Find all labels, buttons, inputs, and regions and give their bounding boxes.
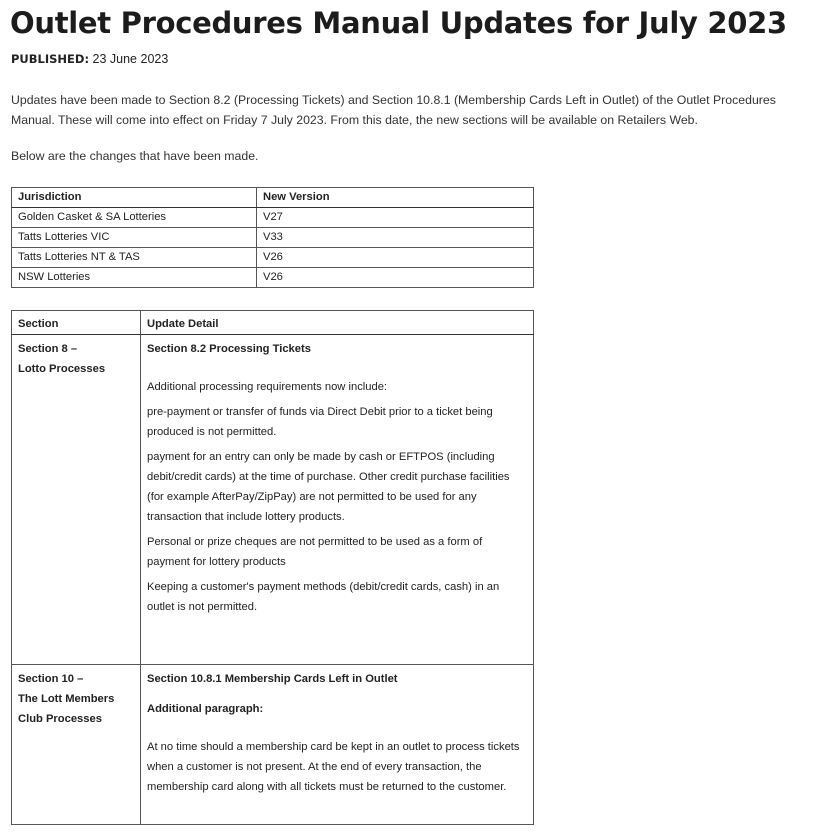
version-cell: V27 [257,208,534,228]
jurisdiction-cell: NSW Lotteries [12,268,257,288]
intro-paragraph: Updates have been made to Section 8.2 (Processing Tickets) and Section 10.8.1 (Membership Cards Left in Outlet) of the Outlet Procedures Manual. These will come into effect on Friday 7 July 2023. From this date, the new sections will be available on Retailers Web. [11,93,776,127]
section-name-line: Section 10 – [18,673,84,685]
changes-intro: Below are the changes that have been made. [11,149,259,163]
table-row [12,335,534,665]
version-cell: V33 [257,228,534,248]
section-name-line: The Lott Members [18,693,115,705]
detail-paragraph: pre-payment or transfer of funds via Direct Debit prior to a ticket being produced is not permitted. [147,406,493,438]
detail-paragraph: payment for an entry can only be made by cash or EFTPOS (including debit/credit cards) at the time of purchase. Other credit purchase facilities (for example AfterPay/ZipPay) are not permitted to be used for any transaction that include lottery products. [147,451,510,523]
update-detail-cell [141,665,534,825]
table-header-row [12,311,534,335]
page-title: Outlet Procedures Manual Updates for July 2023 [10,6,787,40]
detail-title: Section 8.2 Processing Tickets [147,343,311,355]
table-row [12,228,534,248]
section-name-line: Section 8 – [18,343,78,355]
version-cell: V26 [257,248,534,268]
published-line [11,52,168,66]
published-label: PUBLISHED: [11,52,90,66]
table-row [12,208,534,228]
table-row [12,665,534,825]
detail-paragraph: At no time should a membership card be kept in an outlet to process tickets when a customer is not present. At the end of every transaction, the membership card along with all tickets must be returned to the customer. [147,741,520,793]
jurisdiction-table [11,187,534,288]
version-cell: V26 [257,268,534,288]
table-row [12,268,534,288]
table-header-row [12,188,534,208]
jurisdiction-cell: Tatts Lotteries NT & TAS [12,248,257,268]
detail-subtitle: Additional paragraph: [147,703,264,715]
header-new-version: New Version [257,188,534,208]
section-cell [12,335,141,665]
jurisdiction-cell: Golden Casket & SA Lotteries [12,208,257,228]
update-detail-cell [141,335,534,665]
detail-paragraph: Additional processing requirements now include: [147,381,388,393]
header-jurisdiction: Jurisdiction [12,188,257,208]
detail-paragraph: Keeping a customer's payment methods (debit/credit cards, cash) in an outlet is not permitted. [147,581,500,613]
header-section: Section [12,311,141,335]
detail-paragraph: Personal or prize cheques are not permitted to be used as a form of payment for lottery products [147,536,483,568]
jurisdiction-cell: Tatts Lotteries VIC [12,228,257,248]
section-cell [12,665,141,825]
table-row [12,248,534,268]
section-name-line: Lotto Processes [18,363,106,375]
header-update-detail: Update Detail [141,311,534,335]
update-detail-table [11,310,534,825]
published-date: 23 June 2023 [92,52,169,66]
section-name-line: Club Processes [18,713,102,725]
detail-title: Section 10.8.1 Membership Cards Left in Outlet [147,673,398,685]
